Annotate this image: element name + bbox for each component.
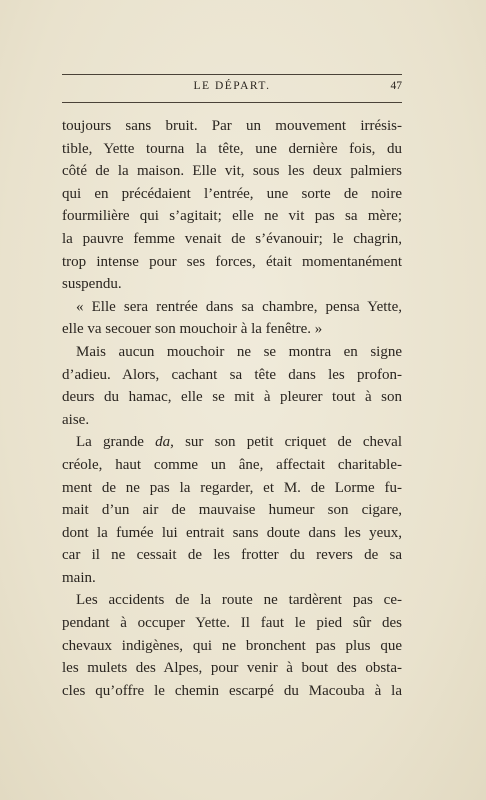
text-line: main.	[62, 569, 96, 586]
header-rule-top	[62, 74, 402, 75]
text-line: trop intense pour ses forces, était momentanément	[62, 253, 402, 270]
text-line: cles qu’offre le chemin escarpé du Macouba à la	[62, 682, 402, 699]
text-line: « Elle sera rentrée dans sa chambre, pensa Yette,	[76, 298, 402, 315]
text-line: créole, haut comme un âne, affectait charitable-	[62, 456, 402, 473]
text-line: pendant à occuper Yette. Il faut le pied sûr des	[62, 615, 402, 632]
text-line: suspendu.	[62, 276, 122, 293]
text-line: tible, Yette tourna la tête, une dernière fois, du	[62, 140, 402, 157]
running-title: LE DÉPART.	[193, 80, 271, 92]
text-line: côté de la maison. Elle vit, sous les deux palmiers	[62, 163, 402, 180]
text-line: chevaux indigènes, qui ne bronchent pas plus que	[62, 637, 402, 654]
text-line: Les accidents de la route ne tardèrent pas ce-	[76, 592, 402, 609]
text-line: elle va secouer son mouchoir à la fenêtre. »	[62, 321, 323, 338]
text-line: la pauvre femme venait de s’évanouir; le chagrin,	[62, 230, 402, 247]
italic-word: da	[155, 434, 171, 451]
text-line: fourmilière qui s’agitait; elle ne vit pas sa mère;	[62, 208, 402, 225]
text-line: aise.	[62, 411, 90, 428]
header-rule-bottom	[62, 102, 402, 103]
text-line: ment de ne pas la regarder, et M. de Lorme fu-	[62, 479, 402, 496]
text-line: car il ne cessait de les frotter du revers de sa	[62, 547, 402, 564]
running-head	[62, 80, 402, 98]
text-line: Mais aucun mouchoir ne se montra en signe	[76, 343, 402, 360]
text-line: La grande da, sur son petit criquet de cheval	[76, 434, 402, 451]
text-line: d’adieu. Alors, cachant sa tête dans les profon-	[62, 366, 402, 383]
body-text	[62, 115, 402, 702]
text-line: les mulets des Alpes, pour venir à bout des obsta-	[62, 660, 402, 677]
text-line: toujours sans bruit. Par un mouvement irrésis-	[62, 118, 402, 134]
text-line: qui en précédaient l’entrée, une sorte de noire	[62, 185, 402, 202]
text-line: deurs du hamac, elle se mit à pleurer tout à son	[62, 389, 402, 406]
page-number: 47	[390, 80, 402, 92]
text-line: dont la fumée lui entrait sans doute dans les yeux,	[62, 524, 402, 541]
text-line: mait d’un air de mauvaise humeur son cigare,	[62, 502, 402, 519]
